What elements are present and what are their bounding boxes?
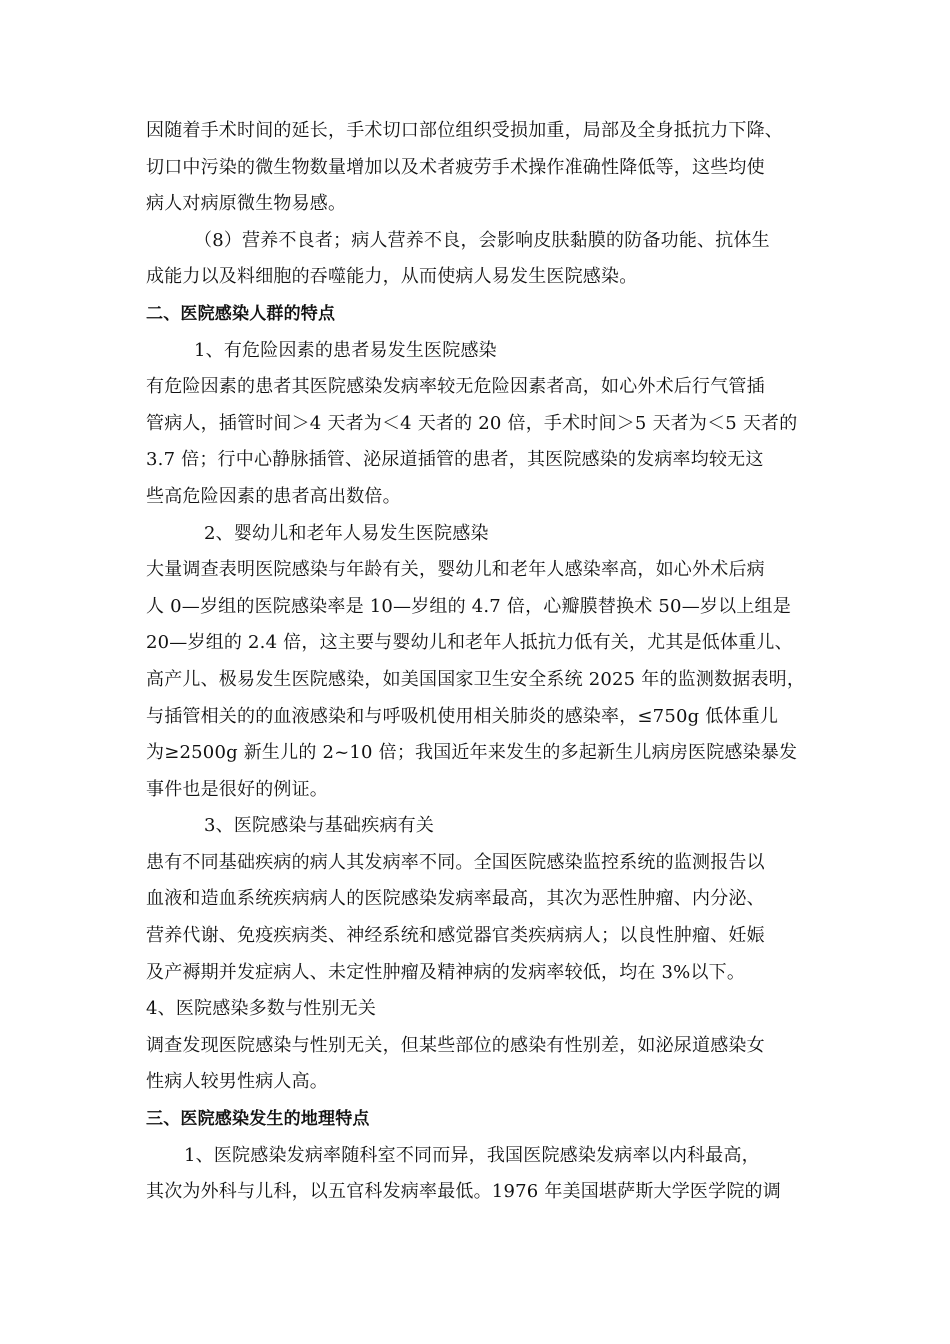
text-line: 营养代谢、免疫疾病类、神经系统和感觉器官类疾病病人；以良性肿瘤、妊娠 <box>146 925 765 947</box>
text-line: 调查发现医院感染与性别无关，但某些部位的感染有性别差，如泌尿道感染女 <box>146 1034 765 1056</box>
text-line: 成能力以及料细胞的吞噬能力，从而使病人易发生医院感染。 <box>146 266 638 288</box>
subheading: 2、婴幼儿和老年人易发生医院感染 <box>204 522 489 544</box>
text-line: 血液和造血系统疾病病人的医院感染发病率最高，其次为恶性肿瘤、内分泌、 <box>146 888 765 910</box>
text-line: 3.7 倍；行中心静脉插管、泌尿道插管的患者，其医院感染的发病率均较无这 <box>146 449 764 471</box>
subheading: 1、有危险因素的患者易发生医院感染 <box>194 339 497 361</box>
paragraph-department <box>146 1138 810 1211</box>
text-line: 病人对病原微生物易感。 <box>146 193 347 215</box>
section-heading: 二、医院感染人群的特点 <box>146 303 336 324</box>
subheading: 3、医院感染与基础疾病有关 <box>204 815 435 837</box>
text-line: 20—岁组的 2.4 倍，这主要与婴幼儿和老年人抵抗力低有关，尤其是低体重儿、 <box>146 632 793 654</box>
text-line: 事件也是很好的例证。 <box>146 778 328 800</box>
text-line: 患有不同基础疾病的病人其发病率不同。全国医院感染监控系统的监测报告以 <box>146 851 765 873</box>
text-line: 及产褥期并发症病人、未定性肿瘤及精神病的发病率较低，均在 3%以下。 <box>146 961 746 983</box>
text-line: （8）营养不良者；病人营养不良，会影响皮肤黏膜的防备功能、抗体生 <box>194 229 770 251</box>
text-line: 与插管相关的的血液感染和与呼吸机使用相关肺炎的感染率，≤750g 低体重儿 <box>146 705 779 727</box>
text-line: 1、医院感染发病率随科室不同而异，我国医院感染发病率以内科最高， <box>184 1144 760 1166</box>
text-line: 有危险因素的患者其医院感染发病率较无危险因素者高，如心外术后行气管插 <box>146 376 765 398</box>
paragraph-surgery-duration <box>146 113 810 223</box>
subheading: 4、医院感染多数与性别无关 <box>146 998 377 1020</box>
text-line: 为≥2500g 新生儿的 2~10 倍；我国近年来发生的多起新生儿病房医院感染暴发 <box>146 742 798 764</box>
paragraph-risk-factors <box>146 369 810 515</box>
text-line: 些高危险因素的患者高出数倍。 <box>146 485 401 507</box>
document-page <box>146 113 810 1211</box>
section-heading: 三、医院感染发生的地理特点 <box>146 1109 370 1130</box>
text-line: 切口中污染的微生物数量增加以及术者疲劳手术操作准确性降低等，这些均使 <box>146 156 765 178</box>
text-line: 性病人较男性病人高。 <box>146 1071 328 1093</box>
paragraph-malnutrition <box>146 223 810 296</box>
paragraph-gender <box>146 1028 810 1101</box>
paragraph-age <box>146 552 810 808</box>
text-line: 管病人，插管时间＞4 天者为＜4 天者的 20 倍，手术时间＞5 天者为＜5 天者的 <box>146 412 798 434</box>
text-line: 因随着手术时间的延长，手术切口部位组织受损加重，局部及全身抵抗力下降、 <box>146 120 783 141</box>
text-line: 高产儿、极易发生医院感染，如美国国家卫生安全系统 2025 年的监测数据表明， <box>146 668 806 690</box>
text-line: 人 0—岁组的医院感染率是 10—岁组的 4.7 倍，心瓣膜替换术 50—岁以上组是 <box>146 595 791 617</box>
paragraph-underlying-disease <box>146 845 810 991</box>
text-line: 大量调查表明医院感染与年龄有关，婴幼儿和老年人感染率高，如心外术后病 <box>146 559 765 581</box>
text-line: 其次为外科与儿科，以五官科发病率最低。1976 年美国堪萨斯大学医学院的调 <box>146 1181 781 1203</box>
